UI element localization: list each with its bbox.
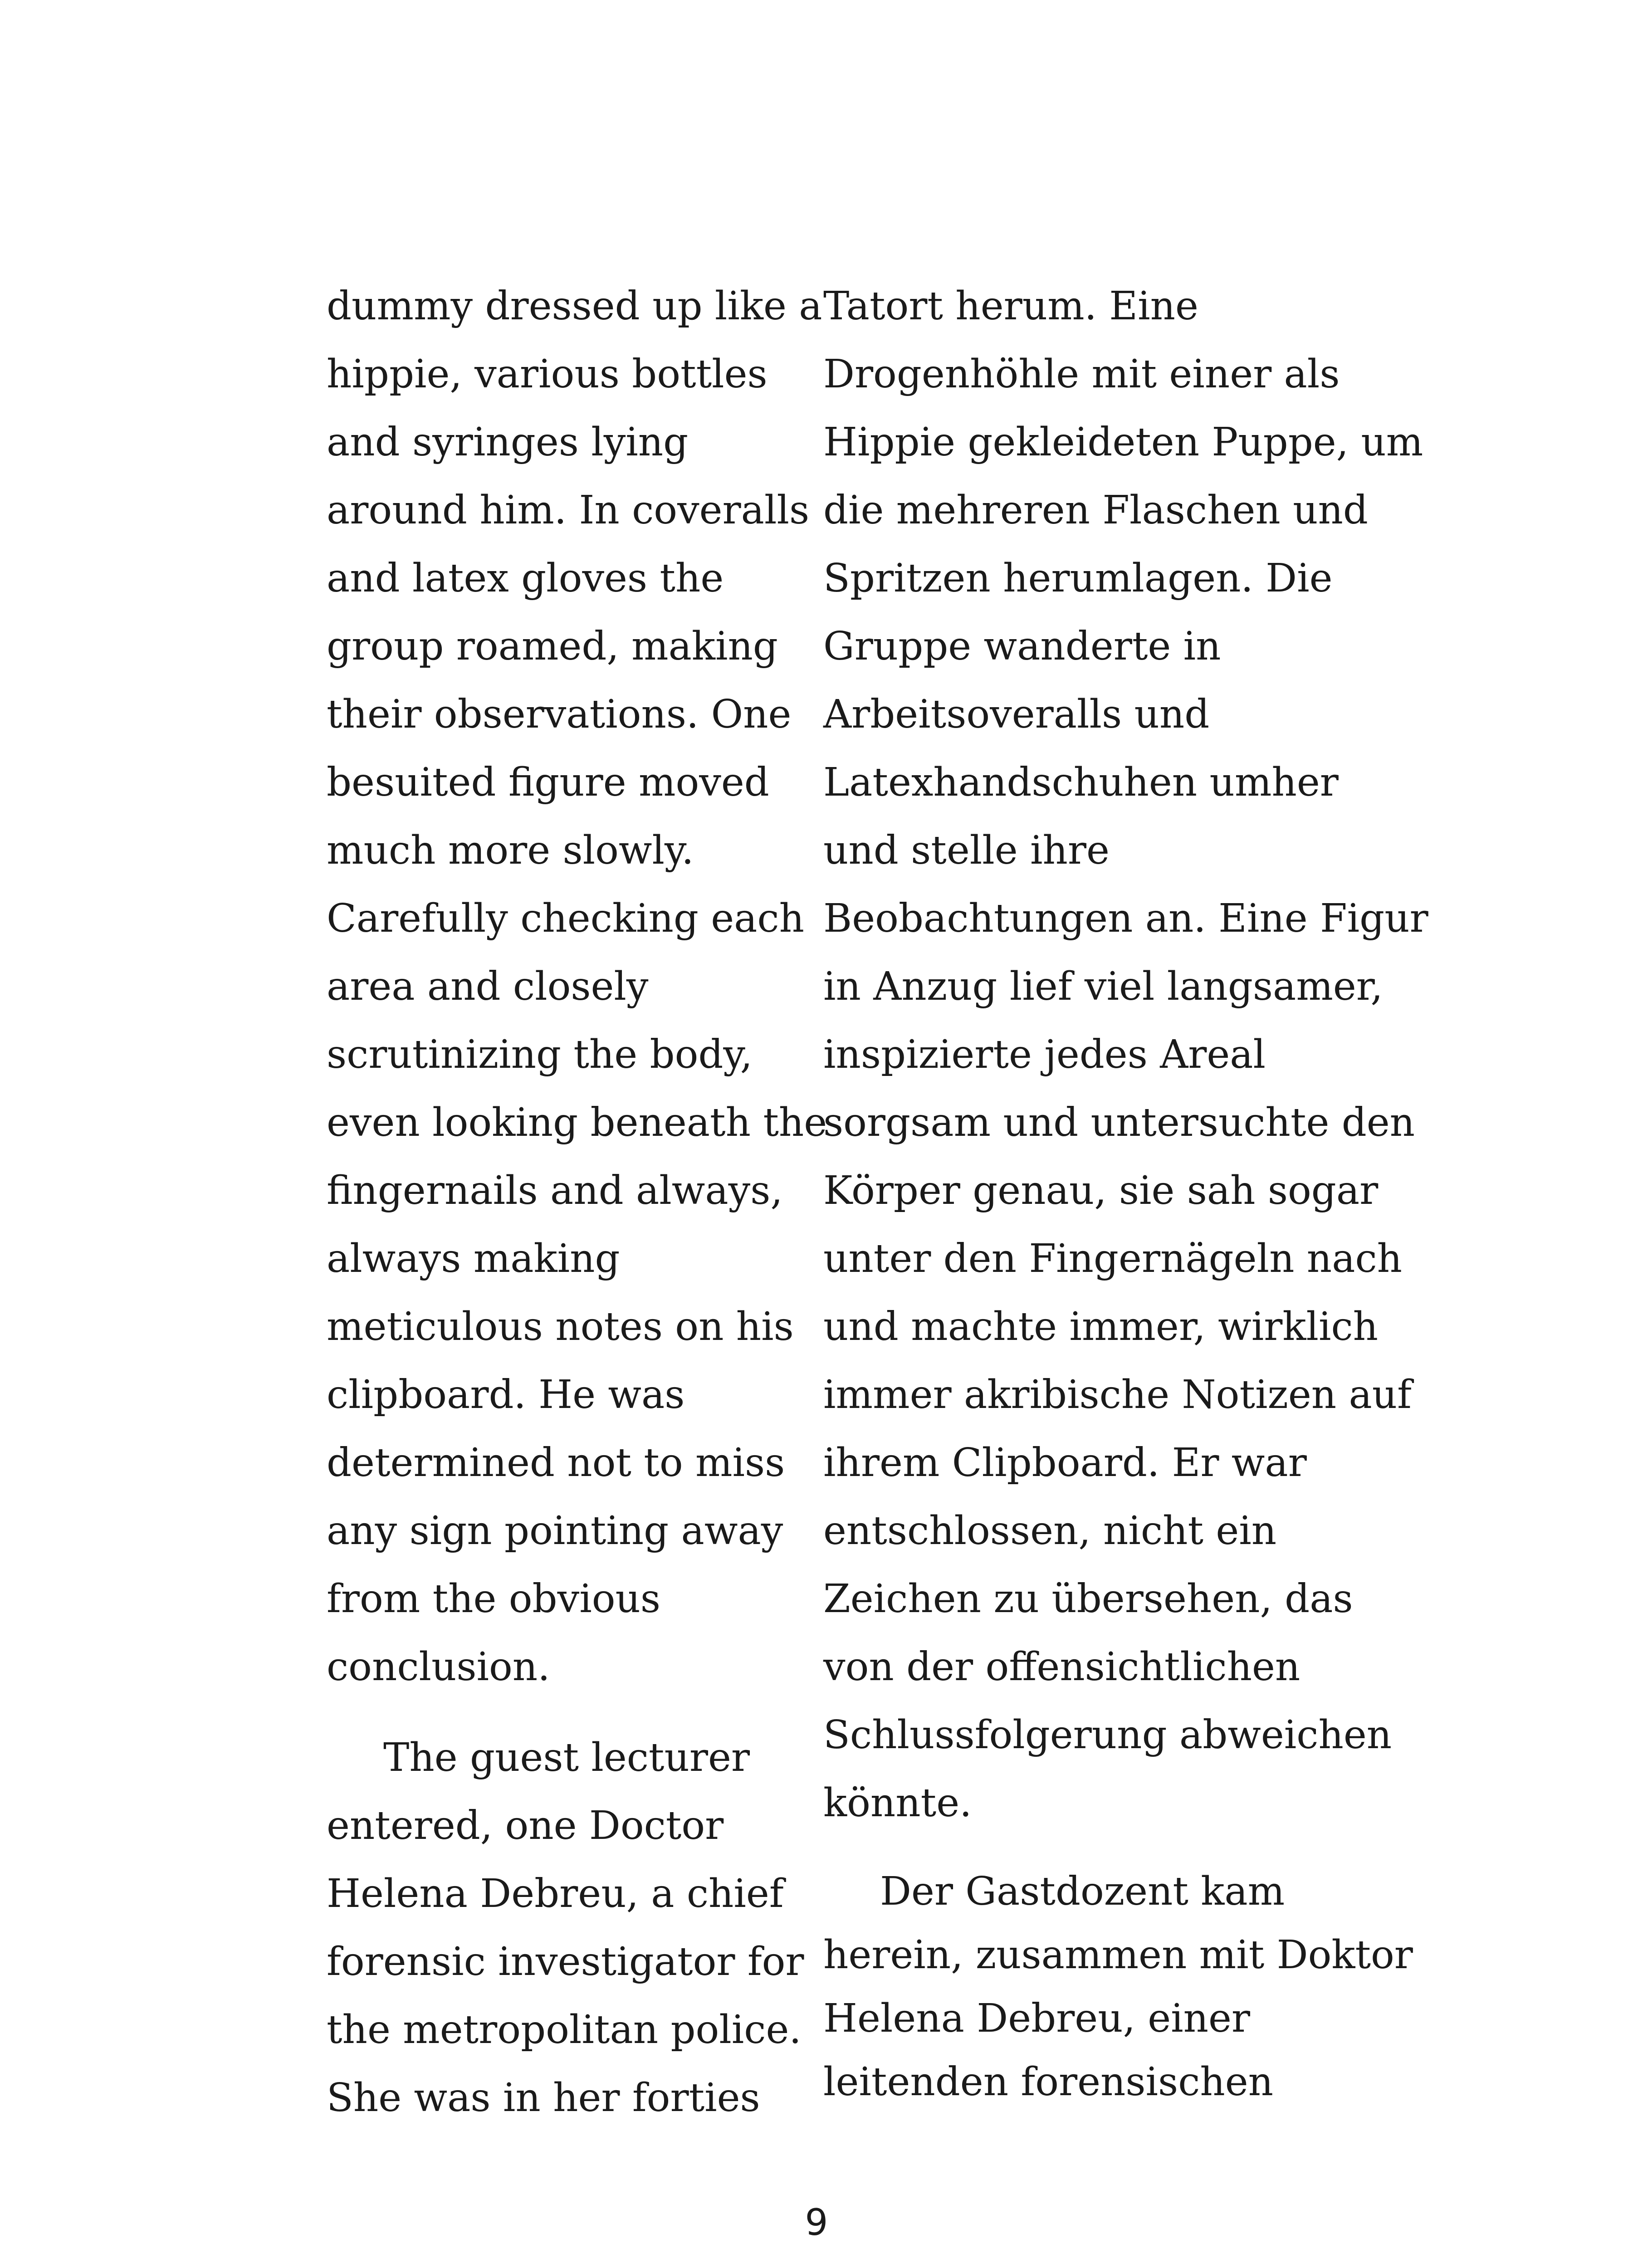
text-line: determined not to miss [327, 1440, 785, 1486]
text-line: Hippie gekleideten Puppe, um [823, 420, 1423, 465]
text-line: Schlussfolgerung abweichen [823, 1712, 1392, 1758]
page-number: 9 [805, 2201, 828, 2244]
text-line: clipboard. He was [327, 1372, 685, 1418]
paragraph-gap [327, 1701, 780, 1724]
text-line: ihrem Clipboard. Er war [823, 1440, 1307, 1486]
text-line: Spritzen herumlagen. Die [823, 556, 1333, 601]
text-line: immer akribische Notizen auf [823, 1372, 1412, 1418]
text-line: Zeichen zu übersehen, das [823, 1576, 1353, 1622]
text-line: group roamed, making [327, 624, 778, 669]
text-line: und machte immer, wirklich [823, 1304, 1379, 1349]
text-line: always making [327, 1236, 620, 1281]
text-line: Der Gastdozent kam [880, 1869, 1285, 1914]
text-line: the metropolitan police. [327, 2007, 802, 2053]
german-paragraph-2 [823, 1860, 1413, 2114]
text-line: fingernails and always, [327, 1168, 783, 1213]
text-line: scrutinizing the body, [327, 1032, 753, 1077]
text-line: die mehreren Flaschen und [823, 488, 1368, 533]
text-line: Carefully checking each [327, 896, 804, 941]
german-column [823, 272, 1428, 2114]
text-line: even looking beneath the [327, 1100, 827, 1145]
text-line: Tatort herum. Eine [823, 284, 1198, 329]
text-line: Arbeitsoveralls und [823, 692, 1210, 737]
text-line: She was in her forties [327, 2075, 760, 2121]
english-paragraph-2 [327, 1724, 804, 2132]
german-paragraph-1 [823, 272, 1428, 1837]
text-line: sorgsam und untersuchte den [823, 1100, 1415, 1145]
text-line: Beobachtungen an. Eine Figur [823, 896, 1428, 941]
text-line: Latexhandschuhen umher [823, 760, 1339, 805]
text-line: besuited figure moved [327, 760, 769, 805]
text-line: Helena Debreu, a chief [327, 1871, 784, 1916]
english-paragraph-1 [327, 272, 827, 1701]
text-line: leitenden forensischen [823, 2059, 1274, 2105]
text-line: area and closely [327, 964, 649, 1009]
text-line: their observations. One [327, 692, 792, 737]
text-line: much more slowly. [327, 828, 694, 873]
text-line: von der offensichtlichen [823, 1644, 1301, 1690]
paragraph-gap [823, 1837, 1368, 1860]
text-line: könnte. [823, 1780, 972, 1826]
text-line: herein, zusammen mit Doktor [823, 1932, 1413, 1978]
text-line: conclusion. [327, 1644, 550, 1690]
text-line: any sign pointing away [327, 1508, 783, 1554]
text-line: from the obvious [327, 1576, 660, 1622]
english-column [327, 272, 827, 2132]
text-line: Helena Debreu, einer [823, 1996, 1251, 2041]
text-line: unter den Fingernägeln nach [823, 1236, 1403, 1281]
text-line: inspizierte jedes Areal [823, 1032, 1266, 1077]
text-line: and syringes lying [327, 420, 689, 465]
text-line: Körper genau, sie sah sogar [823, 1168, 1379, 1213]
text-line: entschlossen, nicht ein [823, 1508, 1277, 1554]
text-line: Drogenhöhle mit einer als [823, 352, 1340, 397]
text-line: and latex gloves the [327, 556, 724, 601]
text-line: dummy dressed up like a [327, 284, 822, 329]
text-line: meticulous notes on his [327, 1304, 794, 1349]
text-line: forensic investigator for [327, 1939, 804, 1984]
text-line: hippie, various bottles [327, 352, 768, 397]
text-line: The guest lecturer [383, 1735, 750, 1780]
text-line: in Anzug lief viel langsamer, [823, 964, 1383, 1009]
text-line: entered, one Doctor [327, 1803, 724, 1848]
text-line: Gruppe wanderte in [823, 624, 1221, 669]
text-line: around him. In coveralls [327, 488, 810, 533]
text-line: und stelle ihre [823, 828, 1110, 873]
